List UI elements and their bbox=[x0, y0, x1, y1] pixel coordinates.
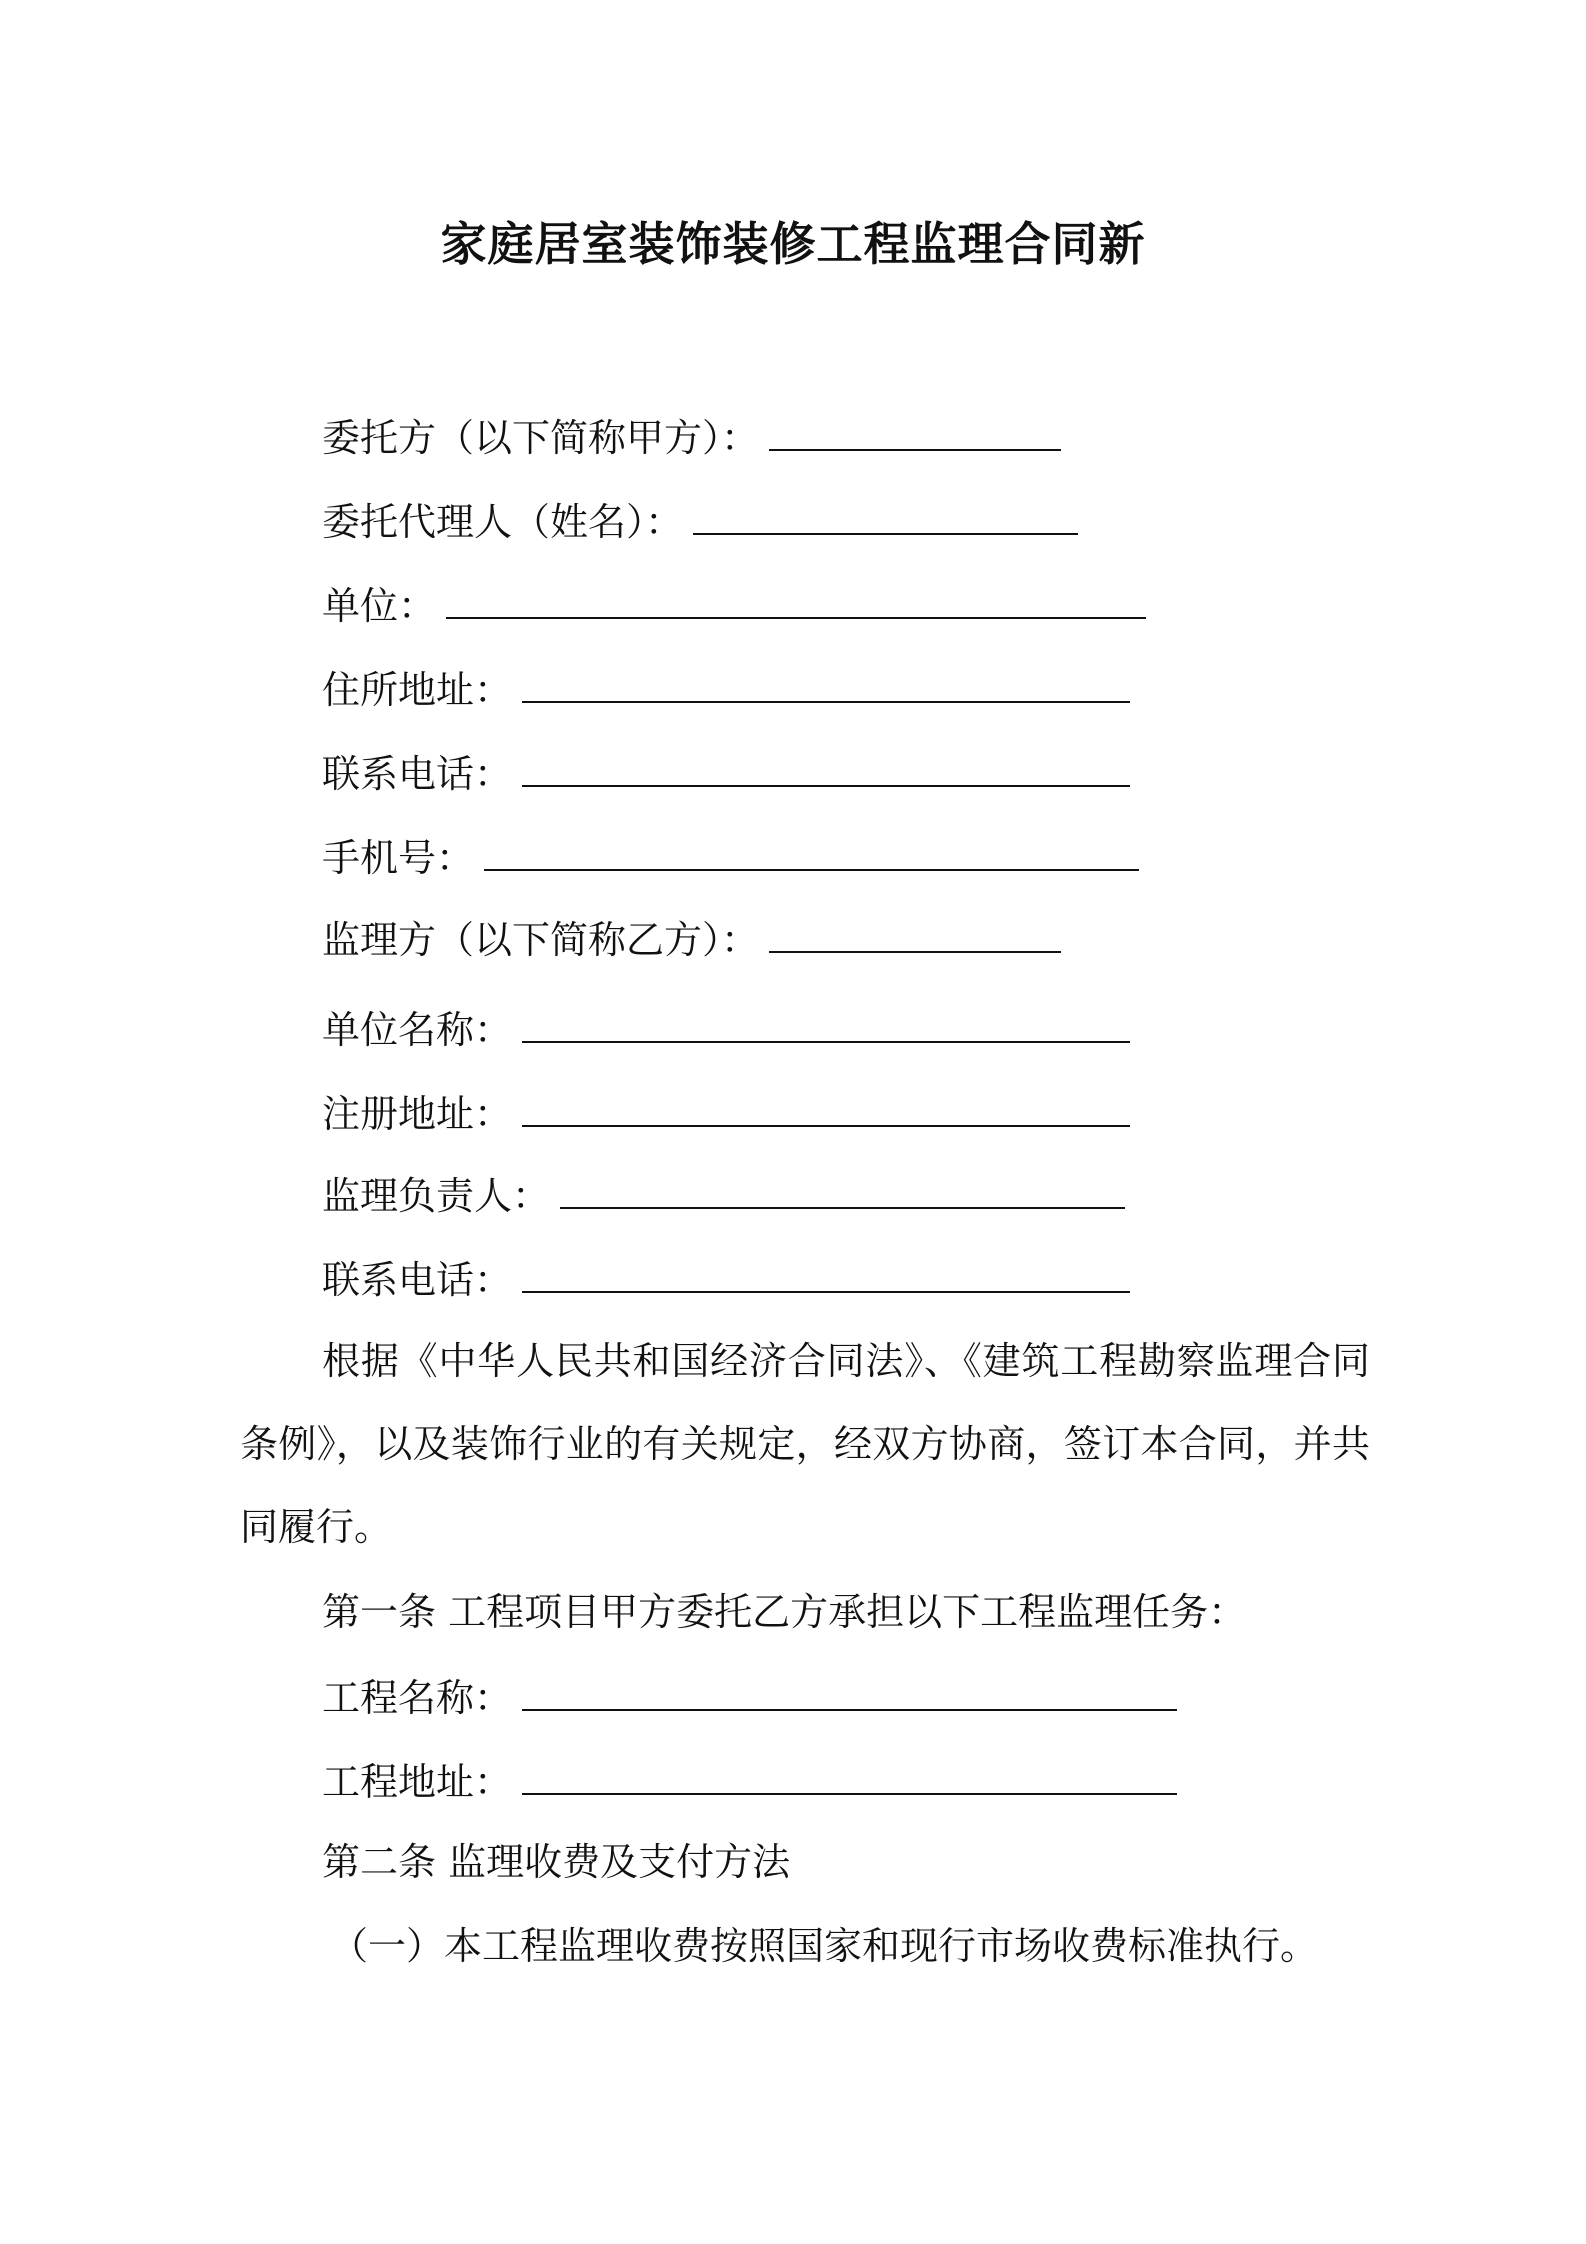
supervisor-unit-field bbox=[322, 1004, 1130, 1056]
client-address-blank[interactable] bbox=[522, 665, 1130, 703]
article2-item1: （一）本工程监理收费按照国家和现行市场收费标准执行。 bbox=[330, 1924, 1319, 1968]
supervisor-phone-label: 联系电话： bbox=[322, 1258, 513, 1302]
client-phone-field bbox=[322, 748, 1130, 800]
project-name-field bbox=[322, 1672, 1177, 1724]
client-phone-label: 联系电话： bbox=[322, 752, 513, 796]
project-name-blank[interactable] bbox=[522, 1673, 1177, 1711]
agent-label: 委托代理人（姓名）： bbox=[322, 500, 684, 544]
agent-blank[interactable] bbox=[693, 497, 1078, 535]
supervisor-unit-label: 单位名称： bbox=[322, 1008, 513, 1052]
client-address-field bbox=[322, 664, 1130, 716]
project-address-blank[interactable] bbox=[522, 1757, 1177, 1795]
client-blank[interactable] bbox=[769, 413, 1061, 451]
supervisor-phone-blank[interactable] bbox=[522, 1255, 1130, 1293]
supervisor-lead-label: 监理负责人： bbox=[322, 1174, 551, 1218]
article2-heading: 第二条 监理收费及支付方法 bbox=[322, 1840, 791, 1884]
client-mobile-blank[interactable] bbox=[484, 833, 1139, 871]
intro-paragraph: 根据《中华人民共和国经济合同法》、《建筑工程勘察监理合同条例》，以及装饰行业的有关规定，经双方协商，签订本合同，并共同履行。 bbox=[240, 1339, 1370, 1549]
article1-heading: 第一条 工程项目甲方委托乙方承担以下工程监理任务： bbox=[322, 1590, 1247, 1634]
client-label: 委托方（以下简称甲方）： bbox=[322, 416, 760, 460]
client-phone-blank[interactable] bbox=[522, 749, 1130, 787]
document-title: 家庭居室装饰装修工程监理合同新 bbox=[440, 217, 1146, 271]
supervisor-label: 监理方（以下简称乙方）： bbox=[322, 918, 760, 962]
supervisor-phone-field bbox=[322, 1254, 1130, 1306]
client-mobile-field bbox=[322, 832, 1139, 884]
supervisor-field bbox=[322, 914, 1061, 966]
supervisor-blank[interactable] bbox=[769, 915, 1061, 953]
supervisor-lead-field bbox=[322, 1170, 1125, 1222]
agent-field bbox=[322, 496, 1078, 548]
client-unit-label: 单位： bbox=[322, 584, 437, 628]
supervisor-unit-blank[interactable] bbox=[522, 1005, 1130, 1043]
client-field bbox=[322, 412, 1061, 464]
project-address-label: 工程地址： bbox=[322, 1760, 513, 1804]
client-unit-field bbox=[322, 580, 1146, 632]
client-address-label: 住所地址： bbox=[322, 668, 513, 712]
registered-address-blank[interactable] bbox=[522, 1089, 1130, 1127]
registered-address-field bbox=[322, 1088, 1130, 1140]
client-unit-blank[interactable] bbox=[446, 581, 1146, 619]
client-mobile-label: 手机号： bbox=[322, 836, 475, 880]
registered-address-label: 注册地址： bbox=[322, 1092, 513, 1136]
project-name-label: 工程名称： bbox=[322, 1676, 513, 1720]
supervisor-lead-blank[interactable] bbox=[560, 1171, 1125, 1209]
project-address-field bbox=[322, 1756, 1177, 1808]
